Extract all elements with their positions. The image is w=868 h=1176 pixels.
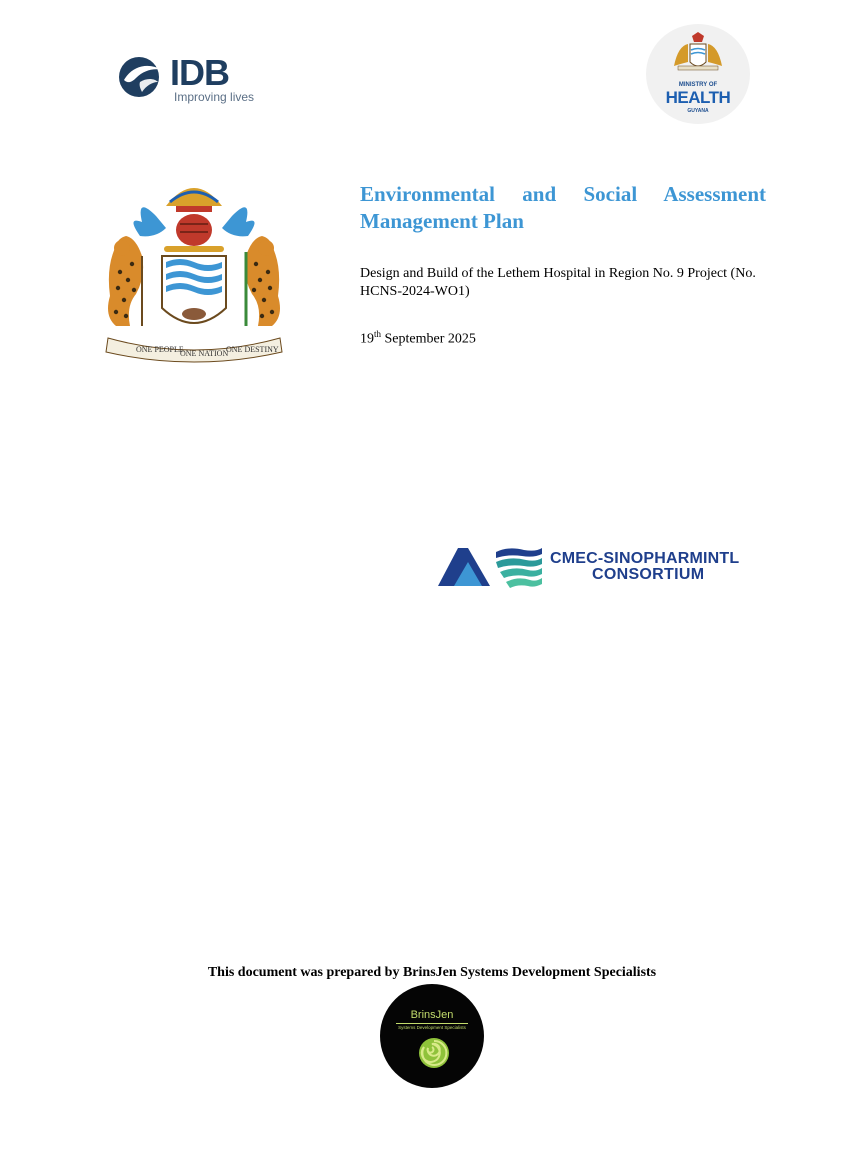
- brinsjen-logo: [380, 984, 484, 1088]
- date-day: 19: [360, 331, 374, 347]
- idb-wordmark: IDB: [170, 52, 229, 93]
- globe-swoosh-icon: [118, 56, 168, 98]
- consortium-name: CMEC-SINOPHARMINTL: [550, 550, 740, 567]
- mountain-wave-icon: [438, 544, 544, 588]
- date-suffix: th: [374, 329, 382, 339]
- date-month-year: September 2025: [381, 331, 476, 347]
- document-title: Environmental and Social Assessment Management Plan: [360, 182, 766, 233]
- motto-one-nation: ONE NATION: [180, 349, 229, 358]
- motto-one-destiny: ONE DESTINY: [226, 345, 279, 354]
- moh-label-health: HEALTH: [665, 88, 731, 107]
- crest-icon: [670, 32, 726, 72]
- document-date: [360, 329, 476, 348]
- document-subtitle: Design and Build of the Lethem Hospital in Region No. 9 Project (No. HCNS-2024-WO1): [360, 266, 756, 299]
- prepared-by-statement: This document was prepared by BrinsJen Systems Development Specialists: [207, 965, 657, 980]
- motto-one-people: ONE PEOPLE: [136, 345, 184, 354]
- spiral-shell-icon: [418, 1036, 450, 1070]
- guyana-coat-of-arms-icon: [96, 176, 292, 364]
- brinsjen-tagline: Systems Development Specialists: [398, 1025, 466, 1030]
- idb-logo: [118, 54, 258, 110]
- moh-label-ministry: MINISTRY OF: [678, 82, 718, 88]
- consortium-logo: [438, 544, 760, 590]
- brinsjen-divider: [396, 1023, 468, 1024]
- idb-tagline: Improving lives: [174, 90, 255, 104]
- moh-label-guyana: GUYANA: [687, 108, 709, 114]
- consortium-label: CONSORTIUM: [592, 566, 705, 583]
- brinsjen-name: BrinsJen: [410, 1009, 454, 1021]
- ministry-of-health-logo: [646, 24, 750, 124]
